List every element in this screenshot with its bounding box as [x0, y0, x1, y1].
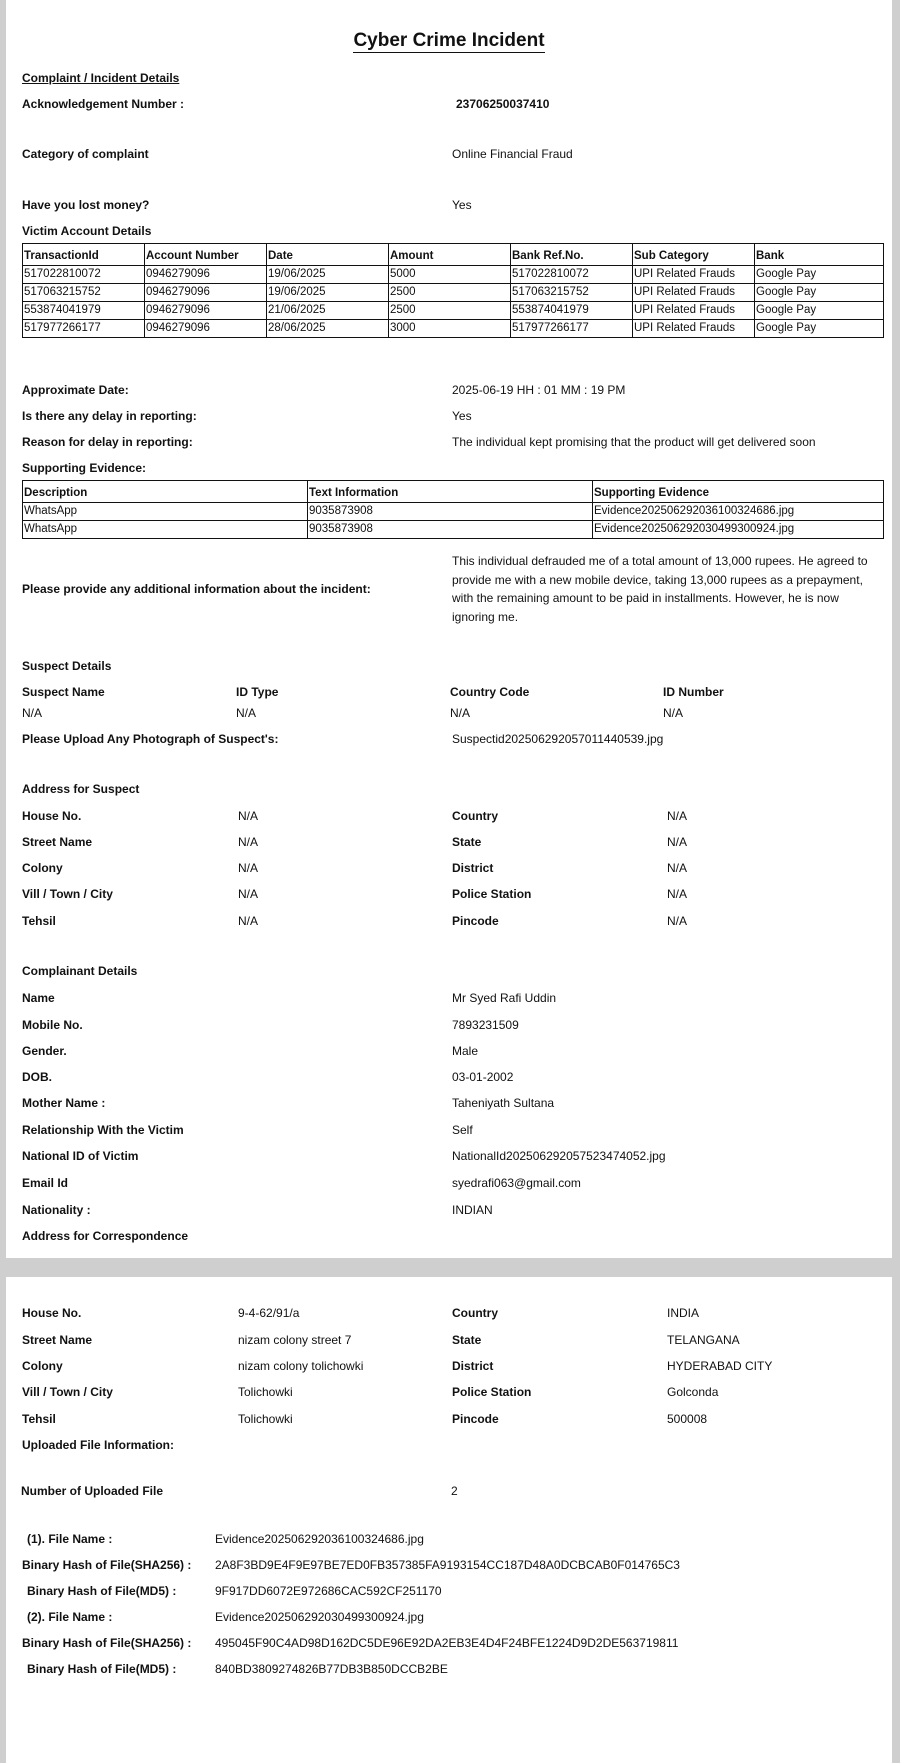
section-suspect-address: Address for Suspect	[22, 782, 140, 796]
col-header: Description	[23, 481, 308, 503]
corr-house-label: House No.	[22, 1306, 82, 1320]
cell: 517977266177	[511, 320, 633, 338]
suspect-house-value: N/A	[238, 809, 259, 823]
file2-sha256-label: Binary Hash of File(SHA256) :	[22, 1636, 192, 1650]
corr-police-value: Golconda	[667, 1385, 719, 1399]
nationality-value: INDIAN	[452, 1203, 493, 1217]
file2-sha256-value: 495045F90C4AD98D162DC5DE96E92DA2EB3E4D4F24BFE1224D9D2DE563719811	[215, 1636, 679, 1650]
national-id-value: NationalId20250629205752347405​2.jpg	[452, 1149, 666, 1163]
table-row	[23, 503, 884, 521]
corr-tehsil-label: Tehsil	[22, 1412, 56, 1426]
victim-accounts-header-row	[23, 244, 884, 266]
col-header: Amount	[389, 244, 511, 266]
cell: 19/06/2025	[267, 266, 389, 284]
cell: Evidence20250629203610032468​6.jpg	[593, 503, 884, 521]
delay-label: Is there any delay in reporting:	[22, 409, 197, 423]
suspect-district-label: District	[452, 861, 494, 875]
approx-date-value: 2025-06-19 HH : 01 MM : 19 PM	[452, 383, 626, 397]
corr-city-value: Tolichowki	[238, 1385, 293, 1399]
victim-accounts-title: Victim Account Details	[22, 224, 152, 238]
table-row	[23, 266, 884, 284]
relationship-label: Relationship With the Victim	[22, 1123, 184, 1137]
corr-police-label: Police Station	[452, 1385, 532, 1399]
cell: 517022810072	[23, 266, 145, 284]
table-row	[23, 320, 884, 338]
correspondence-address-label: Address for Correspondence	[22, 1229, 189, 1243]
corr-pincode-value: 500008	[667, 1412, 708, 1426]
cell: Google Pay	[755, 302, 884, 320]
id-number-value: N/A	[663, 706, 684, 720]
cell: Google Pay	[755, 284, 884, 302]
mobile-label: Mobile No.	[22, 1018, 83, 1032]
col-header: Bank Ref.No.	[511, 244, 633, 266]
cell: 553874041979	[511, 302, 633, 320]
corr-district-value: HYDERABAD CITY	[667, 1359, 773, 1373]
cell: UPI Related Frauds	[633, 266, 755, 284]
suspect-district-value: N/A	[667, 861, 688, 875]
cell: 21/06/2025	[267, 302, 389, 320]
mother-name-value: Taheniyath Sultana	[452, 1096, 555, 1110]
email-value: syedrafi063@gmail.com	[452, 1176, 581, 1190]
approx-date-label: Approximate Date:	[22, 383, 129, 397]
cell: 553874041979	[23, 302, 145, 320]
suspect-pincode-label: Pincode	[452, 914, 499, 928]
corr-tehsil-value: Tolichowki	[238, 1412, 293, 1426]
corr-state-label: State	[452, 1333, 482, 1347]
corr-district-label: District	[452, 1359, 494, 1373]
col-header: Text Information	[308, 481, 593, 503]
evidence-header-row	[23, 481, 884, 503]
dob-label: DOB.	[22, 1070, 52, 1084]
col-header: Supporting Evidence	[593, 481, 884, 503]
delay-reason-label: Reason for delay in reporting:	[22, 435, 193, 449]
file2-md5-label: Binary Hash of File(MD5) :	[27, 1662, 177, 1676]
suspect-name-label: Suspect Name	[22, 685, 105, 699]
suspect-tehsil-value: N/A	[238, 914, 259, 928]
relationship-value: Self	[452, 1123, 473, 1137]
uploaded-count-label: Number of Uploaded File	[21, 1484, 164, 1498]
cell: 517063215752	[511, 284, 633, 302]
victim-accounts-table	[22, 243, 884, 338]
col-header: Date	[267, 244, 389, 266]
suspect-street-label: Street Name	[22, 835, 93, 849]
table-row	[23, 302, 884, 320]
suspect-colony-value: N/A	[238, 861, 259, 875]
suspect-police-value: N/A	[667, 887, 688, 901]
suspect-country-label: Country	[452, 809, 498, 823]
corr-colony-value: nizam colony tolichowki	[238, 1359, 364, 1373]
cell: 5000	[389, 266, 511, 284]
section-complaint-details: Complaint / Incident Details	[22, 71, 180, 85]
col-header: Sub Category	[633, 244, 755, 266]
cell: 0946279096	[145, 266, 267, 284]
cell: 9035873908	[308, 521, 593, 539]
id-number-label: ID Number	[663, 685, 724, 699]
file1-sha256-label: Binary Hash of File(SHA256) :	[22, 1558, 192, 1572]
additional-info-text: This individual defrauded me of a total amount of 13,000 rupees. He agreed to provide me with a new mobile device, taking 13,000 rupees as a prepayment, with the remaining amount to be paid in installments. However, he is now ignoring me.	[452, 554, 868, 624]
dob-value: 03-01-2002	[452, 1070, 514, 1084]
section-complainant-details: Complainant Details	[22, 964, 138, 978]
cell: 3000	[389, 320, 511, 338]
id-type-label: ID Type	[236, 685, 279, 699]
complainant-name-label: Name	[22, 991, 55, 1005]
corr-country-value: INDIA	[667, 1306, 700, 1320]
gender-label: Gender.	[22, 1044, 67, 1058]
suspect-street-value: N/A	[238, 835, 259, 849]
suspect-state-label: State	[452, 835, 482, 849]
cell: UPI Related Frauds	[633, 320, 755, 338]
file1-sha256-value: 2A8F3BD9E4F9E97BE7ED0FB357385FA9193154CC187D48A0DCBCAB0F014765C3	[215, 1558, 680, 1572]
section-suspect-details: Suspect Details	[22, 659, 112, 673]
corr-state-value: TELANGANA	[667, 1333, 740, 1347]
cell: UPI Related Frauds	[633, 284, 755, 302]
suspect-city-value: N/A	[238, 887, 259, 901]
table-row	[23, 284, 884, 302]
cell: 2500	[389, 302, 511, 320]
id-type-value: N/A	[236, 706, 257, 720]
complainant-name-value: Mr Syed Rafi Uddin	[452, 991, 557, 1005]
national-id-label: National ID of Victim	[22, 1149, 139, 1163]
cell: 2500	[389, 284, 511, 302]
gender-value: Male	[452, 1044, 479, 1058]
cell: Google Pay	[755, 320, 884, 338]
delay-reason-value: The individual kept promising that the product will get delivered soon	[452, 435, 816, 449]
uploaded-count-value: 2	[451, 1484, 458, 1498]
cell: 0946279096	[145, 302, 267, 320]
nationality-label: Nationality :	[22, 1203, 91, 1217]
suspect-country-value: N/A	[667, 809, 688, 823]
file1-md5-label: Binary Hash of File(MD5) :	[27, 1584, 177, 1598]
cell: 19/06/2025	[267, 284, 389, 302]
file2-name-value: Evidence20250629203049930092​4.jpg	[215, 1610, 424, 1624]
report-page-2	[6, 1277, 892, 1763]
cell: WhatsApp	[23, 521, 308, 539]
email-label: Email Id	[22, 1176, 69, 1190]
corr-country-label: Country	[452, 1306, 498, 1320]
category-label: Category of complaint	[22, 147, 149, 161]
corr-colony-label: Colony	[22, 1359, 63, 1373]
file2-md5-value: 840BD3809274826B77DB3B850DCCB2BE	[215, 1662, 448, 1676]
report-title: Cyber Crime Incident	[353, 30, 545, 51]
col-header: Account Number	[145, 244, 267, 266]
cell: 28/06/2025	[267, 320, 389, 338]
lost-money-value: Yes	[452, 198, 472, 212]
file2-name-label: (2). File Name :	[27, 1610, 113, 1624]
cell: UPI Related Frauds	[633, 302, 755, 320]
additional-info-label: Please provide any additional information about the incident:	[22, 582, 371, 596]
cell: WhatsApp	[23, 503, 308, 521]
country-code-label: Country Code	[450, 685, 530, 699]
mobile-value: 7893231509	[452, 1018, 519, 1032]
cell: 517063215752	[23, 284, 145, 302]
suspect-state-value: N/A	[667, 835, 688, 849]
cell: Evidence20250629203049930092​4.jpg	[593, 521, 884, 539]
file1-name-label: (1). File Name :	[27, 1532, 113, 1546]
mother-name-label: Mother Name :	[22, 1096, 106, 1110]
cell: 517977266177	[23, 320, 145, 338]
suspect-photo-value: Suspectid20250629205701144053​9.jpg	[452, 732, 664, 746]
section-uploaded-files: Uploaded File Information:	[22, 1438, 174, 1452]
col-header: TransactionId	[23, 244, 145, 266]
country-code-value: N/A	[450, 706, 471, 720]
cell: Google Pay	[755, 266, 884, 284]
corr-street-value: nizam colony street 7	[238, 1333, 352, 1347]
col-header: Bank	[755, 244, 884, 266]
suspect-city-label: Vill / Town / City	[22, 887, 113, 901]
cell: 0946279096	[145, 284, 267, 302]
file1-md5-value: 9F917DD6072E972686CAC592CF251170	[215, 1584, 442, 1598]
suspect-pincode-value: N/A	[667, 914, 688, 928]
suspect-police-label: Police Station	[452, 887, 532, 901]
suspect-photo-label: Please Upload Any Photograph of Suspect's:	[22, 732, 279, 746]
evidence-table	[22, 480, 884, 539]
table-row	[23, 521, 884, 539]
cell: 9035873908	[308, 503, 593, 521]
suspect-house-label: House No.	[22, 809, 82, 823]
report-page-1	[6, 0, 892, 1258]
category-value: Online Financial Fraud	[452, 147, 573, 161]
corr-house-value: 9-4-62/91/a	[238, 1306, 300, 1320]
corr-pincode-label: Pincode	[452, 1412, 499, 1426]
corr-street-label: Street Name	[22, 1333, 93, 1347]
cell: 0946279096	[145, 320, 267, 338]
cell: 517022810072	[511, 266, 633, 284]
corr-city-label: Vill / Town / City	[22, 1385, 113, 1399]
suspect-name-value: N/A	[22, 706, 43, 720]
delay-value: Yes	[452, 409, 472, 423]
supporting-evidence-label: Supporting Evidence:	[22, 461, 147, 475]
ack-label: Acknowledgement Number :	[22, 97, 185, 111]
lost-money-label: Have you lost money?	[22, 198, 150, 212]
ack-value: 23706250037410	[456, 97, 550, 111]
suspect-tehsil-label: Tehsil	[22, 914, 56, 928]
suspect-colony-label: Colony	[22, 861, 63, 875]
file1-name-value: Evidence20250629203610032468​6.jpg	[215, 1532, 424, 1546]
